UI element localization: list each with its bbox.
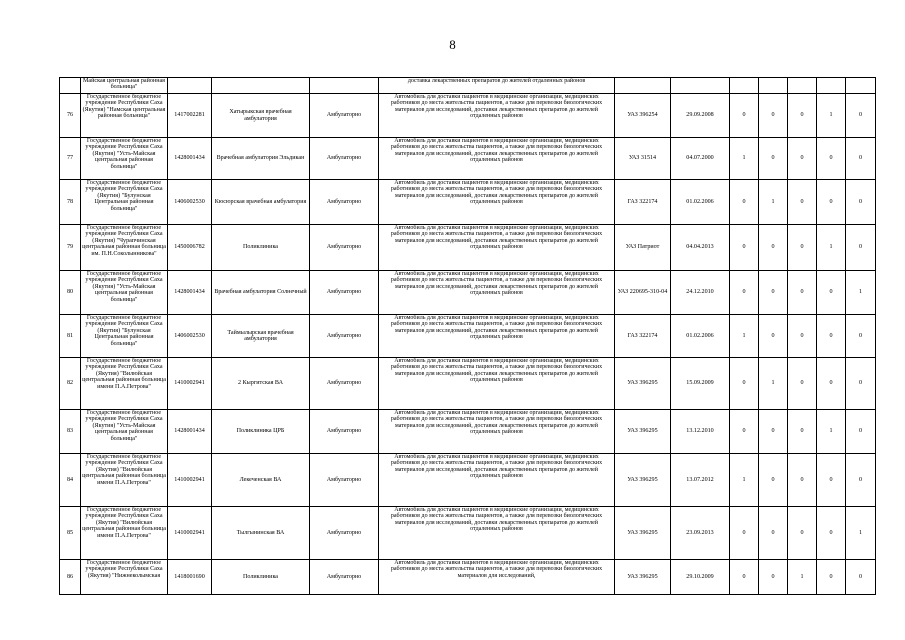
table-row xyxy=(60,180,876,225)
cell-description: Автомобиль для доставки пациентов в медицинские организации, медицинских работников до места жительства пациентов, а также для перевозки биологических материалов для исследований, доставки лекарственных препаратов до жителей отдаленных районов xyxy=(379,138,615,180)
cell-organization: Майская центральная районная больница" xyxy=(81,78,168,94)
cell-date: 23.09.2013 xyxy=(671,507,730,560)
cell-count-1: 1 xyxy=(730,138,759,180)
cell-description: Автомобиль для доставки пациентов в медицинские организации, медицинских работников до места жительства пациентов, а также для перевозки биологических материалов для исследований, xyxy=(379,560,615,595)
cell-count-2: 0 xyxy=(759,94,788,138)
vehicle-table xyxy=(59,77,876,595)
cell-no: 81 xyxy=(60,315,81,358)
cell-type: Амбулаторно xyxy=(310,358,379,410)
cell-model xyxy=(615,78,671,94)
cell-subdivision: Хатырыкская врачебная амбулатория xyxy=(212,94,310,138)
cell-organization: Государственное бюджетное учреждение Республики Саха (Якутия) "Чурапчинская центральная районная больница им. П.Н.Соколынникова" xyxy=(81,225,168,271)
cell-organization: Государственное бюджетное учреждение Республики Саха (Якутия) "Вилюйская центральная районная больница имени П.А.Петрова" xyxy=(81,358,168,410)
cell-count-3: 0 xyxy=(788,180,817,225)
cell-model: УАЗ Патриот xyxy=(615,225,671,271)
cell-type: Амбулаторно xyxy=(310,180,379,225)
cell-subdivision: Поликлиника xyxy=(212,225,310,271)
page-number: 8 xyxy=(449,37,456,52)
cell-date: 29.10.2009 xyxy=(671,560,730,595)
cell-count-4: 0 xyxy=(817,315,846,358)
cell-type xyxy=(310,78,379,94)
cell-count-4: 0 xyxy=(817,180,846,225)
cell-no: 76 xyxy=(60,94,81,138)
cell-date: 04.04.2013 xyxy=(671,225,730,271)
cell-count-4: 1 xyxy=(817,94,846,138)
cell-count-2: 0 xyxy=(759,507,788,560)
cell-count-1: 0 xyxy=(730,410,759,454)
cell-subdivision: Поликлиника xyxy=(212,560,310,595)
cell-model: УАЗ 396295 xyxy=(615,507,671,560)
cell-count-5: 1 xyxy=(846,271,876,315)
cell-count-5: 1 xyxy=(846,507,876,560)
cell-count-1: 0 xyxy=(730,560,759,595)
cell-organization: Государственное бюджетное учреждение Республики Саха (Якутия) "Булунская Центральная районная больница" xyxy=(81,315,168,358)
cell-description: Автомобиль для доставки пациентов в медицинские организации, медицинских работников до места жительства пациентов, а также для перевозки биологических материалов для исследований, доставки лекарственных препаратов до жителей отдаленных районов xyxy=(379,507,615,560)
cell-count-3: 0 xyxy=(788,138,817,180)
cell-count-1: 1 xyxy=(730,454,759,507)
cell-model: УАЗ 220695-310-04 xyxy=(615,271,671,315)
cell-model: ГАЗ 322174 xyxy=(615,315,671,358)
cell-count-2: 0 xyxy=(759,454,788,507)
cell-count-3: 0 xyxy=(788,507,817,560)
cell-inn: 1450006782 xyxy=(168,225,212,271)
cell-inn: 1417002281 xyxy=(168,94,212,138)
cell-organization: Государственное бюджетное учреждение Республики Саха (Якутия) "Вилюйская центральная районная больница имени П.А.Петрова" xyxy=(81,507,168,560)
cell-type: Амбулаторно xyxy=(310,410,379,454)
cell-count-1: 0 xyxy=(730,507,759,560)
cell-type: Амбулаторно xyxy=(310,94,379,138)
cell-count-3 xyxy=(788,78,817,94)
cell-type: Амбулаторно xyxy=(310,507,379,560)
cell-description: Автомобиль для доставки пациентов в медицинские организации, медицинских работников до места жительства пациентов, а также для перевозки биологических материалов для исследований, доставки лекарственных препаратов до жителей отдаленных районов xyxy=(379,454,615,507)
cell-type: Амбулаторно xyxy=(310,315,379,358)
cell-description: Автомобиль для доставки пациентов в медицинские организации, медицинских работников до места жительства пациентов, а также для перевозки биологических материалов для исследований, доставки лекарственных препаратов до жителей отдаленных районов xyxy=(379,358,615,410)
cell-date xyxy=(671,78,730,94)
cell-count-3: 0 xyxy=(788,271,817,315)
cell-description: Автомобиль для доставки пациентов в медицинские организации, медицинских работников до места жительства пациентов, а также для перевозки биологических материалов для исследований, доставки лекарственных препаратов до жителей отдаленных районов xyxy=(379,271,615,315)
cell-description: Автомобиль для доставки пациентов в медицинские организации, медицинских работников до места жительства пациентов, а также для перевозки биологических материалов для исследований, доставки лекарственных препаратов до жителей отдаленных районов xyxy=(379,225,615,271)
cell-organization: Государственное бюджетное учреждение Республики Саха (Якутия) "Усть-Майская центральная районная больница" xyxy=(81,138,168,180)
cell-model: ГАЗ 322174 xyxy=(615,180,671,225)
cell-inn: 1410002941 xyxy=(168,507,212,560)
cell-inn xyxy=(168,78,212,94)
cell-organization: Государственное бюджетное учреждение Республики Саха (Якутия) "Нижнеколымская xyxy=(81,560,168,595)
table-row xyxy=(60,225,876,271)
cell-count-1: 0 xyxy=(730,358,759,410)
cell-count-1: 0 xyxy=(730,271,759,315)
cell-count-5: 0 xyxy=(846,358,876,410)
cell-inn: 1418001690 xyxy=(168,560,212,595)
cell-inn: 1428001434 xyxy=(168,271,212,315)
cell-count-4: 0 xyxy=(817,271,846,315)
cell-count-1: 0 xyxy=(730,180,759,225)
table-row xyxy=(60,410,876,454)
cell-no: 77 xyxy=(60,138,81,180)
cell-type: Амбулаторно xyxy=(310,271,379,315)
cell-count-1: 0 xyxy=(730,94,759,138)
cell-count-4: 0 xyxy=(817,358,846,410)
table-row xyxy=(60,271,876,315)
cell-count-2: 1 xyxy=(759,180,788,225)
cell-date: 01.02.2006 xyxy=(671,180,730,225)
cell-count-3: 0 xyxy=(788,225,817,271)
cell-count-2: 0 xyxy=(759,560,788,595)
cell-count-2: 0 xyxy=(759,271,788,315)
cell-count-4: 1 xyxy=(817,225,846,271)
cell-model: УАЗ 396295 xyxy=(615,410,671,454)
cell-count-3: 0 xyxy=(788,358,817,410)
cell-count-3: 0 xyxy=(788,410,817,454)
cell-description: Автомобиль для доставки пациентов в медицинские организации, медицинских работников до места жительства пациентов, а также для перевозки биологических материалов для исследований, доставки лекарственных препаратов до жителей отдаленных районов xyxy=(379,315,615,358)
cell-no: 85 xyxy=(60,507,81,560)
cell-inn: 1410002941 xyxy=(168,454,212,507)
cell-count-4: 0 xyxy=(817,560,846,595)
table-row xyxy=(60,315,876,358)
cell-count-3: 1 xyxy=(788,560,817,595)
table-body xyxy=(60,78,876,595)
cell-organization: Государственное бюджетное учреждение Республики Саха (Якутия) "Вилюйская центральная районная больница имени П.А.Петрова" xyxy=(81,454,168,507)
cell-count-5: 0 xyxy=(846,560,876,595)
cell-subdivision: Лекеченская ВА xyxy=(212,454,310,507)
cell-no: 78 xyxy=(60,180,81,225)
cell-date: 13.12.2010 xyxy=(671,410,730,454)
cell-description: Автомобиль для доставки пациентов в медицинские организации, медицинских работников до места жительства пациентов, а также для перевозки биологических материалов для исследований, доставки лекарственных препаратов до жителей отдаленных районов xyxy=(379,94,615,138)
cell-count-2: 0 xyxy=(759,225,788,271)
cell-subdivision: 2 Кыргитская ВА xyxy=(212,358,310,410)
cell-description: Автомобиль для доставки пациентов в медицинские организации, медицинских работников до места жительства пациентов, а также для перевозки биологических материалов для исследований, доставки лекарственных препаратов до жителей отдаленных районов xyxy=(379,410,615,454)
cell-date: 04.07.2000 xyxy=(671,138,730,180)
cell-count-4 xyxy=(817,78,846,94)
cell-subdivision xyxy=(212,78,310,94)
cell-no: 84 xyxy=(60,454,81,507)
cell-type: Амбулаторно xyxy=(310,138,379,180)
table-row xyxy=(60,94,876,138)
cell-subdivision: Поликлиника ЦРБ xyxy=(212,410,310,454)
cell-organization: Государственное бюджетное учреждение Республики Саха (Якутия) "Усть-Майская центральная районная больница" xyxy=(81,410,168,454)
cell-count-5: 0 xyxy=(846,225,876,271)
cell-organization: Государственное бюджетное учреждение Республики Саха (Якутия) "Булунская Центральная районная больница" xyxy=(81,180,168,225)
cell-model: УАЗ 396295 xyxy=(615,358,671,410)
cell-count-5: 0 xyxy=(846,315,876,358)
cell-count-3: 0 xyxy=(788,315,817,358)
cell-inn: 1406002530 xyxy=(168,180,212,225)
cell-no: 79 xyxy=(60,225,81,271)
cell-count-2: 1 xyxy=(759,358,788,410)
cell-inn: 1428001434 xyxy=(168,138,212,180)
cell-count-4: 0 xyxy=(817,138,846,180)
cell-type: Амбулаторно xyxy=(310,560,379,595)
cell-inn: 1410002941 xyxy=(168,358,212,410)
cell-type: Амбулаторно xyxy=(310,454,379,507)
cell-count-5: 0 xyxy=(846,410,876,454)
cell-no xyxy=(60,78,81,94)
cell-count-5: 0 xyxy=(846,454,876,507)
cell-count-2: 0 xyxy=(759,410,788,454)
cell-count-3: 0 xyxy=(788,94,817,138)
cell-organization: Государственное бюджетное учреждение Республики Саха (Якутия) "Намская центральная районная больница" xyxy=(81,94,168,138)
cell-date: 29.09.2008 xyxy=(671,94,730,138)
cell-count-4: 0 xyxy=(817,454,846,507)
cell-count-5: 0 xyxy=(846,180,876,225)
cell-model: УАЗ 396295 xyxy=(615,454,671,507)
cell-count-2 xyxy=(759,78,788,94)
table-row xyxy=(60,358,876,410)
table-row xyxy=(60,507,876,560)
cell-count-3: 0 xyxy=(788,454,817,507)
cell-count-4: 0 xyxy=(817,507,846,560)
cell-description: доставка лекарственных препаратов до жителей отдаленных районов xyxy=(379,78,615,94)
cell-description: Автомобиль для доставки пациентов в медицинские организации, медицинских работников до места жительства пациентов, а также для перевозки биологических материалов для исследований, доставки лекарственных препаратов до жителей отдаленных районов xyxy=(379,180,615,225)
cell-count-1: 0 xyxy=(730,225,759,271)
cell-count-5: 0 xyxy=(846,94,876,138)
cell-model: УАЗ 396295 xyxy=(615,560,671,595)
cell-subdivision: Кюсюрская врачебная амбулатория xyxy=(212,180,310,225)
table-row xyxy=(60,560,876,595)
cell-count-2: 0 xyxy=(759,315,788,358)
cell-type: Амбулаторно xyxy=(310,225,379,271)
cell-subdivision: Тылгынинская ВА xyxy=(212,507,310,560)
cell-no: 80 xyxy=(60,271,81,315)
cell-date: 24.12.2010 xyxy=(671,271,730,315)
cell-no: 86 xyxy=(60,560,81,595)
cell-subdivision: Врачебная амбулатория Солнечный xyxy=(212,271,310,315)
cell-inn: 1428001434 xyxy=(168,410,212,454)
cell-count-1: 1 xyxy=(730,315,759,358)
cell-subdivision: Врачебная амбулатория Эльдикан xyxy=(212,138,310,180)
table-row-continuation xyxy=(60,78,876,94)
cell-model: УАЗ 31514 xyxy=(615,138,671,180)
cell-date: 15.09.2009 xyxy=(671,358,730,410)
cell-organization: Государственное бюджетное учреждение Республики Саха (Якутия) "Усть-Майская центральная районная больница" xyxy=(81,271,168,315)
cell-count-2: 0 xyxy=(759,138,788,180)
cell-model: УАЗ 396254 xyxy=(615,94,671,138)
cell-no: 83 xyxy=(60,410,81,454)
cell-date: 01.02.2006 xyxy=(671,315,730,358)
cell-inn: 1406002530 xyxy=(168,315,212,358)
cell-no: 82 xyxy=(60,358,81,410)
cell-subdivision: Таймылырская врачебная амбулатория xyxy=(212,315,310,358)
cell-count-5: 0 xyxy=(846,138,876,180)
cell-count-1 xyxy=(730,78,759,94)
table-row xyxy=(60,138,876,180)
table-row xyxy=(60,454,876,507)
cell-count-4: 1 xyxy=(817,410,846,454)
cell-date: 13.07.2012 xyxy=(671,454,730,507)
cell-count-5 xyxy=(846,78,876,94)
